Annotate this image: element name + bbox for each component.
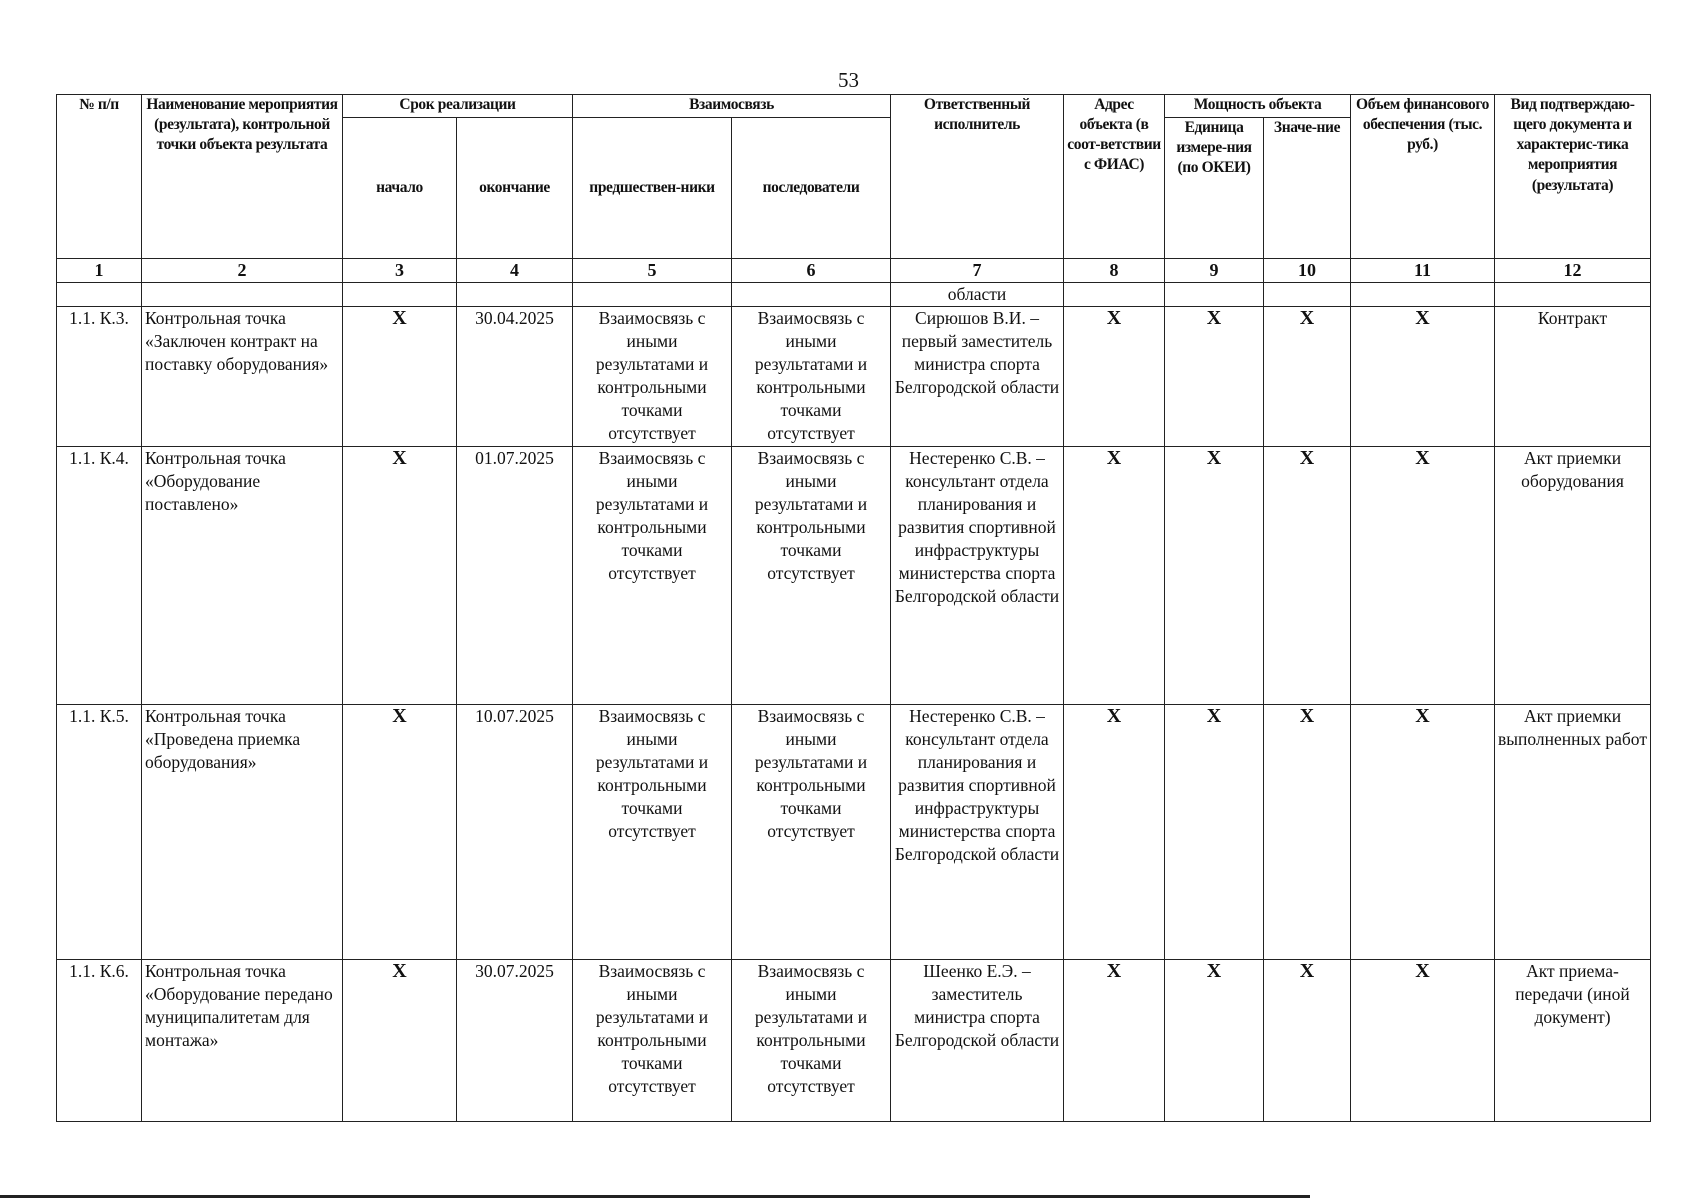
continuation-responsible: области — [891, 283, 1064, 307]
header-responsible: Ответственный исполнитель — [891, 95, 1064, 259]
row-start: X — [343, 960, 457, 1122]
row-unit: X — [1165, 960, 1264, 1122]
row-predecessors: Взаимосвязь с иными результатами и контрольными точками отсутствует — [573, 447, 732, 704]
row-finance: X — [1351, 960, 1495, 1122]
row-end: 30.04.2025 — [457, 307, 573, 447]
row-predecessors: Взаимосвязь с иными результатами и контрольными точками отсутствует — [573, 704, 732, 959]
header-power-value: Значе-ние — [1264, 118, 1351, 259]
row-address: X — [1064, 447, 1165, 704]
header-power-group: Мощность объекта — [1165, 95, 1351, 118]
row-document: Акт приема-передачи (иной документ) — [1495, 960, 1651, 1122]
row-successors: Взаимосвязь с иными результатами и контрольными точками отсутствует — [732, 307, 891, 447]
row-name: Контрольная точка «Оборудование поставлено» — [142, 447, 343, 704]
column-number: 6 — [732, 259, 891, 283]
header-power-unit: Единица измере-ния (по ОКЕИ) — [1165, 118, 1264, 259]
row-number: 1.1. К.3. — [57, 307, 142, 447]
row-document: Акт приемки оборудования — [1495, 447, 1651, 704]
row-successors: Взаимосвязь с иными результатами и контрольными точками отсутствует — [732, 960, 891, 1122]
row-name: Контрольная точка «Оборудование передано муниципалитетам для монтажа» — [142, 960, 343, 1122]
header-finance: Объем финансового обеспечения (тыс. руб.) — [1351, 95, 1495, 259]
row-responsible: Нестеренко С.В. – консультант отдела планирования и развития спортивной инфраструктуры министерства спорта Белгородской области — [891, 704, 1064, 959]
activity-plan-table — [56, 94, 1651, 1122]
column-number: 11 — [1351, 259, 1495, 283]
column-number: 8 — [1064, 259, 1165, 283]
row-unit: X — [1165, 307, 1264, 447]
row-responsible: Нестеренко С.В. – консультант отдела планирования и развития спортивной инфраструктуры министерства спорта Белгородской области — [891, 447, 1064, 704]
row-name: Контрольная точка «Заключен контракт на поставку оборудования» — [142, 307, 343, 447]
column-number: 12 — [1495, 259, 1651, 283]
header-number: № п/п — [57, 95, 142, 259]
row-finance: X — [1351, 307, 1495, 447]
row-predecessors: Взаимосвязь с иными результатами и контрольными точками отсутствует — [573, 960, 732, 1122]
column-number: 1 — [57, 259, 142, 283]
header-predecessors: предшествен-ники — [573, 118, 732, 259]
column-number: 9 — [1165, 259, 1264, 283]
row-value: X — [1264, 447, 1351, 704]
row-start: X — [343, 704, 457, 959]
row-responsible: Сирюшов В.И. – первый заместитель министра спорта Белгородской области — [891, 307, 1064, 447]
table-row — [57, 307, 1651, 447]
header-successors: последователи — [732, 118, 891, 259]
row-number: 1.1. К.6. — [57, 960, 142, 1122]
row-successors: Взаимосвязь с иными результатами и контрольными точками отсутствует — [732, 447, 891, 704]
header-document: Вид подтверждаю-щего документа и характерис-тика мероприятия (результата) — [1495, 95, 1651, 259]
row-document: Контракт — [1495, 307, 1651, 447]
column-number: 5 — [573, 259, 732, 283]
table-row — [57, 447, 1651, 704]
column-numbers-row — [57, 259, 1651, 283]
row-finance: X — [1351, 704, 1495, 959]
continuation-row — [57, 283, 1651, 307]
row-end: 01.07.2025 — [457, 447, 573, 704]
column-number: 2 — [142, 259, 343, 283]
row-document: Акт приемки выполненных работ — [1495, 704, 1651, 959]
row-address: X — [1064, 704, 1165, 959]
row-address: X — [1064, 307, 1165, 447]
column-number: 4 — [457, 259, 573, 283]
row-responsible: Шеенко Е.Э. – заместитель министра спорта Белгородской области — [891, 960, 1064, 1122]
row-unit: X — [1165, 447, 1264, 704]
row-predecessors: Взаимосвязь с иными результатами и контрольными точками отсутствует — [573, 307, 732, 447]
row-number: 1.1. К.5. — [57, 704, 142, 959]
row-start: X — [343, 307, 457, 447]
header-term-group: Срок реализации — [343, 95, 573, 118]
row-address: X — [1064, 960, 1165, 1122]
column-number: 3 — [343, 259, 457, 283]
header-link-group: Взаимосвязь — [573, 95, 891, 118]
row-successors: Взаимосвязь с иными результатами и контрольными точками отсутствует — [732, 704, 891, 959]
header-term-end: окончание — [457, 118, 573, 259]
row-number: 1.1. К.4. — [57, 447, 142, 704]
row-name: Контрольная точка «Проведена приемка оборудования» — [142, 704, 343, 959]
row-finance: X — [1351, 447, 1495, 704]
table-row — [57, 960, 1651, 1122]
column-number: 10 — [1264, 259, 1351, 283]
header-name: Наименование мероприятия (результата), контрольной точки объекта результата — [142, 95, 343, 259]
row-unit: X — [1165, 704, 1264, 959]
row-value: X — [1264, 704, 1351, 959]
row-end: 10.07.2025 — [457, 704, 573, 959]
table-row — [57, 704, 1651, 959]
header-term-start: начало — [343, 118, 457, 259]
row-start: X — [343, 447, 457, 704]
page-number: 53 — [838, 68, 859, 92]
header-row-1 — [57, 95, 1651, 118]
bottom-rule — [0, 1195, 1310, 1198]
column-number: 7 — [891, 259, 1064, 283]
header-address: Адрес объекта (в соот-ветствии с ФИАС) — [1064, 95, 1165, 259]
row-end: 30.07.2025 — [457, 960, 573, 1122]
row-value: X — [1264, 960, 1351, 1122]
row-value: X — [1264, 307, 1351, 447]
